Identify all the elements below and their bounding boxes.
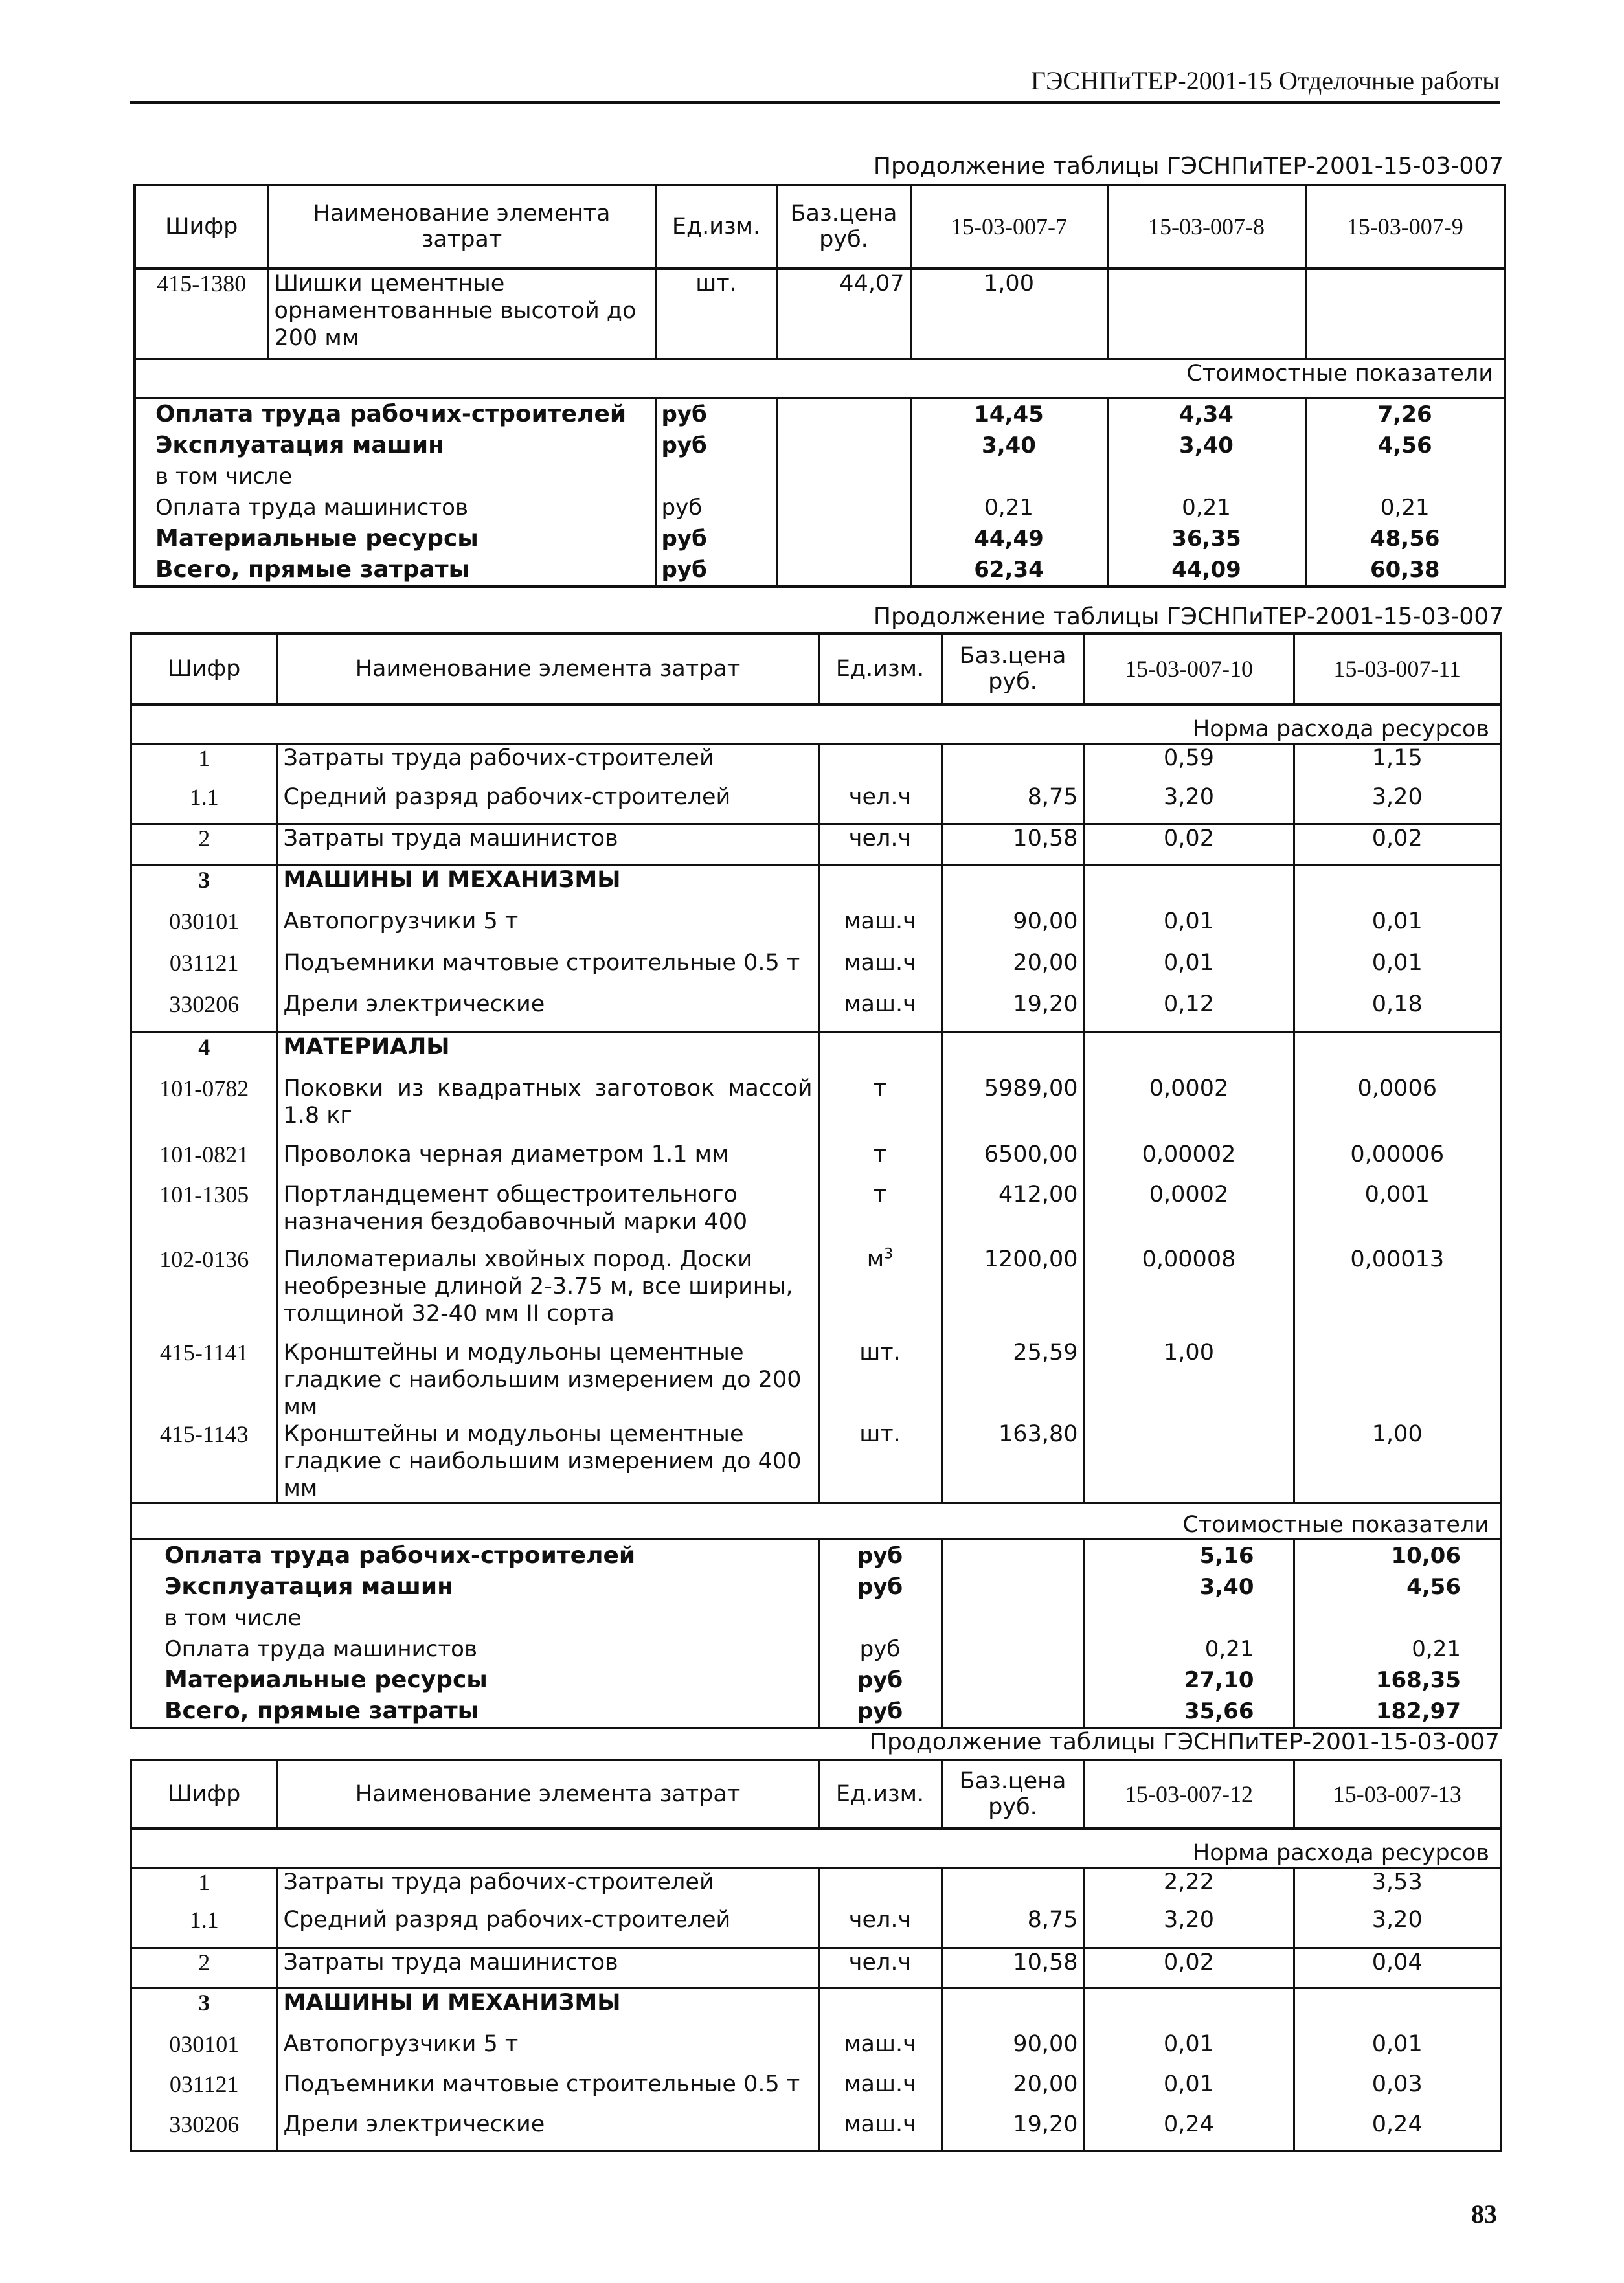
row-value: 3,20 bbox=[1294, 783, 1501, 824]
row-price: 163,80 bbox=[942, 1421, 1084, 1503]
table3-header-row bbox=[131, 1760, 1501, 1828]
row-code: 1.1 bbox=[189, 1907, 219, 1933]
row-value: 0,01 bbox=[1084, 908, 1294, 949]
cost-row-unit: руб bbox=[655, 554, 777, 587]
norm-label: Норма расхода ресурсов bbox=[1193, 1839, 1489, 1866]
table1-caption: Продолжение таблицы ГЭСНПиТЕР-2001-15-03-007 bbox=[873, 153, 1504, 179]
cost-row-unit: руб bbox=[818, 1634, 942, 1665]
row-code: 1 bbox=[131, 1867, 277, 1906]
row-price: 10,58 bbox=[942, 824, 1084, 865]
row-value: 0,0002 bbox=[1084, 1181, 1294, 1246]
row-price: 19,20 bbox=[942, 991, 1084, 1032]
cost-row-total bbox=[131, 1696, 1501, 1728]
row-unit: т bbox=[818, 1141, 942, 1181]
table2 bbox=[130, 632, 1502, 1729]
cost-row-unit: руб bbox=[818, 1696, 942, 1728]
cost-row-label: Всего, прямые затраты bbox=[164, 1698, 479, 1724]
cost-value: 3,40 bbox=[1107, 430, 1305, 461]
row-value: 0,02 bbox=[1084, 1948, 1294, 1988]
col-norm-13: 15-03-007-13 bbox=[1294, 1760, 1501, 1828]
cost-row-mat bbox=[135, 523, 1505, 554]
table2-caption: Продолжение таблицы ГЭСНПиТЕР-2001-15-03-007 bbox=[873, 603, 1504, 630]
unit-superscript: 3 bbox=[884, 1246, 894, 1263]
table-row bbox=[135, 268, 1505, 359]
row-value: 0,01 bbox=[1294, 2030, 1501, 2071]
table2-header-row bbox=[131, 633, 1501, 704]
row-unit: чел.ч bbox=[818, 783, 942, 824]
row-code: 030101 bbox=[169, 908, 240, 934]
row-price: 8,75 bbox=[942, 783, 1084, 824]
row-unit: чел.ч bbox=[818, 824, 942, 865]
table-row bbox=[131, 1906, 1501, 1948]
row-value: 0,59 bbox=[1084, 743, 1294, 783]
row-price: 412,00 bbox=[942, 1181, 1084, 1246]
table-row bbox=[131, 1075, 1501, 1141]
row-value: 0,12 bbox=[1084, 991, 1294, 1032]
row-unit: т bbox=[818, 1075, 942, 1141]
row-unit: чел.ч bbox=[818, 1948, 942, 1988]
row-name: Дрели электрические bbox=[277, 2111, 818, 2151]
row-code: 415-1143 bbox=[159, 1421, 249, 1447]
cost-row-unit: руб bbox=[818, 1665, 942, 1696]
cost-row-label: Эксплуатация машин bbox=[155, 431, 444, 458]
col-norm-9: 15-03-007-9 bbox=[1305, 185, 1505, 268]
row-value: 0,24 bbox=[1294, 2111, 1501, 2151]
row-name: Портландцемент общестроительного назначения бездобавочный марки 400 bbox=[277, 1181, 818, 1246]
cost-row-mach bbox=[131, 1571, 1501, 1603]
cost-value: 168,35 bbox=[1294, 1665, 1501, 1696]
table-row bbox=[131, 1246, 1501, 1339]
section-row bbox=[131, 865, 1501, 908]
cost-row-driver bbox=[135, 492, 1505, 523]
row-code: 1 bbox=[131, 743, 277, 783]
cost-row-total bbox=[135, 554, 1505, 587]
table-row bbox=[131, 949, 1501, 991]
row-code: 415-1380 bbox=[157, 270, 247, 297]
row-value: 1,00 bbox=[1084, 1339, 1294, 1421]
row-price: 10,58 bbox=[942, 1948, 1084, 1988]
row-value: 0,18 bbox=[1294, 991, 1501, 1032]
row-name: Автопогрузчики 5 т bbox=[277, 908, 818, 949]
row-code: 101-0782 bbox=[159, 1075, 249, 1101]
table3-caption: Продолжение таблицы ГЭСНПиТЕР-2001-15-03-007 bbox=[869, 1729, 1500, 1755]
row-price: 90,00 bbox=[942, 2030, 1084, 2071]
row-value: 0,01 bbox=[1294, 908, 1501, 949]
table3 bbox=[130, 1759, 1502, 2152]
row-price: 20,00 bbox=[942, 949, 1084, 991]
row-code: 330206 bbox=[169, 2111, 240, 2137]
col-code: Шифр bbox=[135, 185, 268, 268]
cost-value: 48,56 bbox=[1305, 523, 1505, 554]
cost-row-unit: руб bbox=[655, 523, 777, 554]
cost-value: 4,56 bbox=[1294, 1571, 1501, 1603]
cost-row-label: в том числе bbox=[155, 463, 293, 489]
cost-row-driver bbox=[131, 1634, 1501, 1665]
cost-row-label: Эксплуатация машин bbox=[164, 1573, 453, 1600]
col-norm-11: 15-03-007-11 bbox=[1294, 633, 1501, 704]
row-name: Дрели электрические bbox=[277, 991, 818, 1032]
cost-row-label: Материальные ресурсы bbox=[155, 524, 479, 552]
row-code: 415-1141 bbox=[159, 1340, 249, 1366]
row-name: Поковки из квадратных заготовок массой 1.8 кг bbox=[277, 1075, 818, 1141]
row-unit: шт. bbox=[818, 1339, 942, 1421]
cost-value: 3,40 bbox=[1084, 1571, 1294, 1603]
row-name: Проволока черная диаметром 1.1 мм bbox=[277, 1141, 818, 1181]
cost-value: 44,09 bbox=[1107, 554, 1305, 587]
norm-label-row bbox=[131, 1828, 1501, 1867]
row-name: Затраты труда машинистов bbox=[277, 824, 818, 865]
col-code: Шифр bbox=[131, 633, 277, 704]
col-norm-8: 15-03-007-8 bbox=[1107, 185, 1305, 268]
col-norm-10: 15-03-007-10 bbox=[1084, 633, 1294, 704]
row-code: 031121 bbox=[169, 2071, 239, 2097]
row-value: 0,02 bbox=[1084, 824, 1294, 865]
row-value: 0,00006 bbox=[1294, 1141, 1501, 1181]
row-unit: маш.ч bbox=[818, 2030, 942, 2071]
row-value bbox=[1084, 1421, 1294, 1503]
section-title: МАШИНЫ И МЕХАНИЗМЫ bbox=[277, 865, 818, 908]
row-value bbox=[1294, 1339, 1501, 1421]
table-row bbox=[131, 1948, 1501, 1988]
section-row bbox=[131, 1988, 1501, 2030]
cost-value: 0,21 bbox=[1305, 492, 1505, 523]
row-code: 3 bbox=[131, 865, 277, 908]
cost-row-incl bbox=[135, 461, 1505, 492]
row-unit: маш.ч bbox=[818, 2071, 942, 2111]
row-price: 1200,00 bbox=[942, 1246, 1084, 1339]
cost-row-label: Оплата труда машинистов bbox=[155, 494, 469, 521]
cost-row-mat bbox=[131, 1665, 1501, 1696]
cost-value: 10,06 bbox=[1294, 1540, 1501, 1572]
row-price: 8,75 bbox=[942, 1906, 1084, 1948]
row-value: 0,0006 bbox=[1294, 1075, 1501, 1141]
cost-row-label: Оплата труда рабочих-строителей bbox=[131, 1540, 818, 1572]
cost-row-unit: руб bbox=[818, 1540, 942, 1572]
table-row bbox=[131, 1181, 1501, 1246]
row-value: 0,01 bbox=[1084, 2071, 1294, 2111]
row-name: Средний разряд рабочих-строителей bbox=[277, 783, 818, 824]
table-row bbox=[131, 2030, 1501, 2071]
row-value: 0,04 bbox=[1294, 1948, 1501, 1988]
row-value: 1,00 bbox=[910, 268, 1107, 359]
row-unit: чел.ч bbox=[818, 1906, 942, 1948]
cost-label-row bbox=[131, 1503, 1501, 1540]
row-value: 0,00013 bbox=[1294, 1246, 1501, 1339]
row-code: 2 bbox=[131, 824, 277, 865]
cost-label: Стоимостные показатели bbox=[131, 1503, 1501, 1540]
section-title: МАТЕРИАЛЫ bbox=[277, 1032, 818, 1075]
row-name: Пиломатериалы хвойных пород. Доски необрезные длиной 2-3.75 м, все ширины, толщиной 32-40 мм II сорта bbox=[277, 1246, 818, 1339]
row-price: 25,59 bbox=[942, 1339, 1084, 1421]
row-value: 0,001 bbox=[1294, 1181, 1501, 1246]
row-name: Затраты труда рабочих-строителей bbox=[277, 743, 818, 783]
row-code: 4 bbox=[131, 1032, 277, 1075]
row-code: 101-1305 bbox=[159, 1182, 249, 1208]
page-number: 83 bbox=[1471, 2199, 1497, 2229]
section-title: МАШИНЫ И МЕХАНИЗМЫ bbox=[277, 1988, 818, 2030]
cost-label-row bbox=[135, 359, 1505, 398]
row-value: 0,0002 bbox=[1084, 1075, 1294, 1141]
cost-value: 182,97 bbox=[1294, 1696, 1501, 1728]
row-value: 0,00008 bbox=[1084, 1246, 1294, 1339]
cost-row-label: Материальные ресурсы bbox=[164, 1667, 488, 1693]
cost-value: 4,56 bbox=[1305, 430, 1505, 461]
col-unit: Ед.изм. bbox=[655, 185, 777, 268]
cost-value: 4,34 bbox=[1107, 398, 1305, 430]
row-code: 101-0821 bbox=[159, 1142, 249, 1167]
col-price: Баз.цена руб. bbox=[942, 633, 1084, 704]
table1-header-row bbox=[135, 185, 1505, 268]
row-name: Шишки цементные орнаментованные высотой до 200 мм bbox=[268, 268, 655, 359]
row-unit: маш.ч bbox=[818, 991, 942, 1032]
table-row bbox=[131, 1421, 1501, 1503]
row-value: 0,01 bbox=[1294, 949, 1501, 991]
col-name: Наименование элемента затрат bbox=[277, 1760, 818, 1828]
row-value: 0,01 bbox=[1084, 949, 1294, 991]
cost-row-unit: руб bbox=[818, 1571, 942, 1603]
row-unit: маш.ч bbox=[818, 2111, 942, 2151]
col-code: Шифр bbox=[131, 1760, 277, 1828]
cost-value: 3,40 bbox=[910, 430, 1107, 461]
row-price: 5989,00 bbox=[942, 1075, 1084, 1141]
cost-row-unit: руб bbox=[655, 430, 777, 461]
row-value: 3,53 bbox=[1294, 1867, 1501, 1906]
section-row bbox=[131, 1032, 1501, 1075]
cost-value: 0,21 bbox=[1084, 1634, 1294, 1665]
col-unit: Ед.изм. bbox=[818, 633, 942, 704]
table-row bbox=[131, 1339, 1501, 1421]
row-unit bbox=[818, 1246, 942, 1339]
row-value: 3,20 bbox=[1084, 783, 1294, 824]
cost-value: 0,21 bbox=[1294, 1634, 1501, 1665]
row-value bbox=[1107, 268, 1305, 359]
table-row bbox=[131, 2111, 1501, 2151]
cost-row-mach bbox=[135, 430, 1505, 461]
cost-row-label: Оплата труда машинистов bbox=[164, 1636, 478, 1662]
col-price: Баз.цена руб. bbox=[942, 1760, 1084, 1828]
row-unit: шт. bbox=[818, 1421, 942, 1503]
row-value: 2,22 bbox=[1084, 1867, 1294, 1906]
row-name: Автопогрузчики 5 т bbox=[277, 2030, 818, 2071]
row-name: Затраты труда рабочих-строителей bbox=[277, 1867, 818, 1906]
cost-value: 0,21 bbox=[1107, 492, 1305, 523]
norm-label: Норма расхода ресурсов bbox=[1193, 715, 1489, 742]
col-price: Баз.цена руб. bbox=[777, 185, 910, 268]
row-value: 0,00002 bbox=[1084, 1141, 1294, 1181]
cost-value: 60,38 bbox=[1305, 554, 1505, 587]
row-value: 3,20 bbox=[1084, 1906, 1294, 1948]
cost-value: 62,34 bbox=[910, 554, 1107, 587]
cost-label: Стоимостные показатели bbox=[135, 359, 1505, 398]
row-price: 6500,00 bbox=[942, 1141, 1084, 1181]
row-price: 44,07 bbox=[777, 268, 910, 359]
norm-label-row bbox=[131, 704, 1501, 743]
cost-value: 14,45 bbox=[910, 398, 1107, 430]
row-code: 2 bbox=[131, 1948, 277, 1988]
row-code: 030101 bbox=[169, 2031, 240, 2057]
row-name: Затраты труда машинистов bbox=[277, 1948, 818, 1988]
table-row bbox=[131, 2071, 1501, 2111]
row-name: Подъемники мачтовые строительные 0.5 т bbox=[277, 2071, 818, 2111]
cost-row-labor bbox=[131, 1540, 1501, 1572]
col-name: Наименование элемента затрат bbox=[277, 633, 818, 704]
cost-value: 44,49 bbox=[910, 523, 1107, 554]
row-value: 0,02 bbox=[1294, 824, 1501, 865]
table-row bbox=[131, 783, 1501, 824]
table-row bbox=[131, 991, 1501, 1032]
table-row bbox=[131, 1867, 1501, 1906]
table1 bbox=[133, 184, 1506, 588]
row-code: 102-0136 bbox=[159, 1246, 249, 1272]
row-price: 20,00 bbox=[942, 2071, 1084, 2111]
row-value: 1,00 bbox=[1294, 1421, 1501, 1503]
header-title: ГЭСНПиТЕР-2001-15 Отделочные работы bbox=[1030, 66, 1500, 95]
row-value: 0,01 bbox=[1084, 2030, 1294, 2071]
cost-value: 7,26 bbox=[1305, 398, 1505, 430]
cost-row-label: Всего, прямые затраты bbox=[155, 556, 470, 583]
cost-row-incl bbox=[131, 1603, 1501, 1634]
cost-value: 27,10 bbox=[1084, 1665, 1294, 1696]
cost-row-unit: руб bbox=[655, 398, 777, 430]
table-row bbox=[131, 824, 1501, 865]
col-norm-12: 15-03-007-12 bbox=[1084, 1760, 1294, 1828]
table-row bbox=[131, 743, 1501, 783]
page-header bbox=[130, 60, 1500, 104]
table-row bbox=[131, 908, 1501, 949]
row-price: 90,00 bbox=[942, 908, 1084, 949]
row-name: Кронштейны и модульоны цементные гладкие с наибольшим измерением до 200 мм bbox=[277, 1339, 818, 1421]
cost-row-labor bbox=[135, 398, 1505, 430]
row-code: 1.1 bbox=[189, 784, 219, 810]
cost-value: 36,35 bbox=[1107, 523, 1305, 554]
row-value bbox=[1305, 268, 1505, 359]
row-value: 0,24 bbox=[1084, 2111, 1294, 2151]
row-code: 330206 bbox=[169, 991, 240, 1017]
row-code: 3 bbox=[131, 1988, 277, 2030]
row-value: 1,15 bbox=[1294, 743, 1501, 783]
row-name: Кронштейны и модульоны цементные гладкие с наибольшим измерением до 400 мм bbox=[277, 1421, 818, 1503]
row-unit: маш.ч bbox=[818, 908, 942, 949]
row-unit: шт. bbox=[655, 268, 777, 359]
row-name: Подъемники мачтовые строительные 0.5 т bbox=[277, 949, 818, 991]
row-name: Средний разряд рабочих-строителей bbox=[277, 1906, 818, 1948]
row-value: 0,03 bbox=[1294, 2071, 1501, 2111]
cost-row-label: в том числе bbox=[164, 1605, 302, 1631]
row-value: 3,20 bbox=[1294, 1906, 1501, 1948]
row-price: 19,20 bbox=[942, 2111, 1084, 2151]
cost-row-label: Оплата труда рабочих-строителей bbox=[135, 398, 655, 430]
row-code: 031121 bbox=[169, 950, 239, 976]
unit-text: м bbox=[866, 1246, 885, 1272]
col-norm-7: 15-03-007-7 bbox=[910, 185, 1107, 268]
row-unit: т bbox=[818, 1181, 942, 1246]
cost-row-unit: руб bbox=[655, 492, 777, 523]
col-unit: Ед.изм. bbox=[818, 1760, 942, 1828]
cost-value: 35,66 bbox=[1084, 1696, 1294, 1728]
cost-value: 5,16 bbox=[1084, 1540, 1294, 1572]
col-name: Наименование элемента затрат bbox=[268, 185, 655, 268]
cost-value: 0,21 bbox=[910, 492, 1107, 523]
table-row bbox=[131, 1141, 1501, 1181]
row-unit: маш.ч bbox=[818, 949, 942, 991]
